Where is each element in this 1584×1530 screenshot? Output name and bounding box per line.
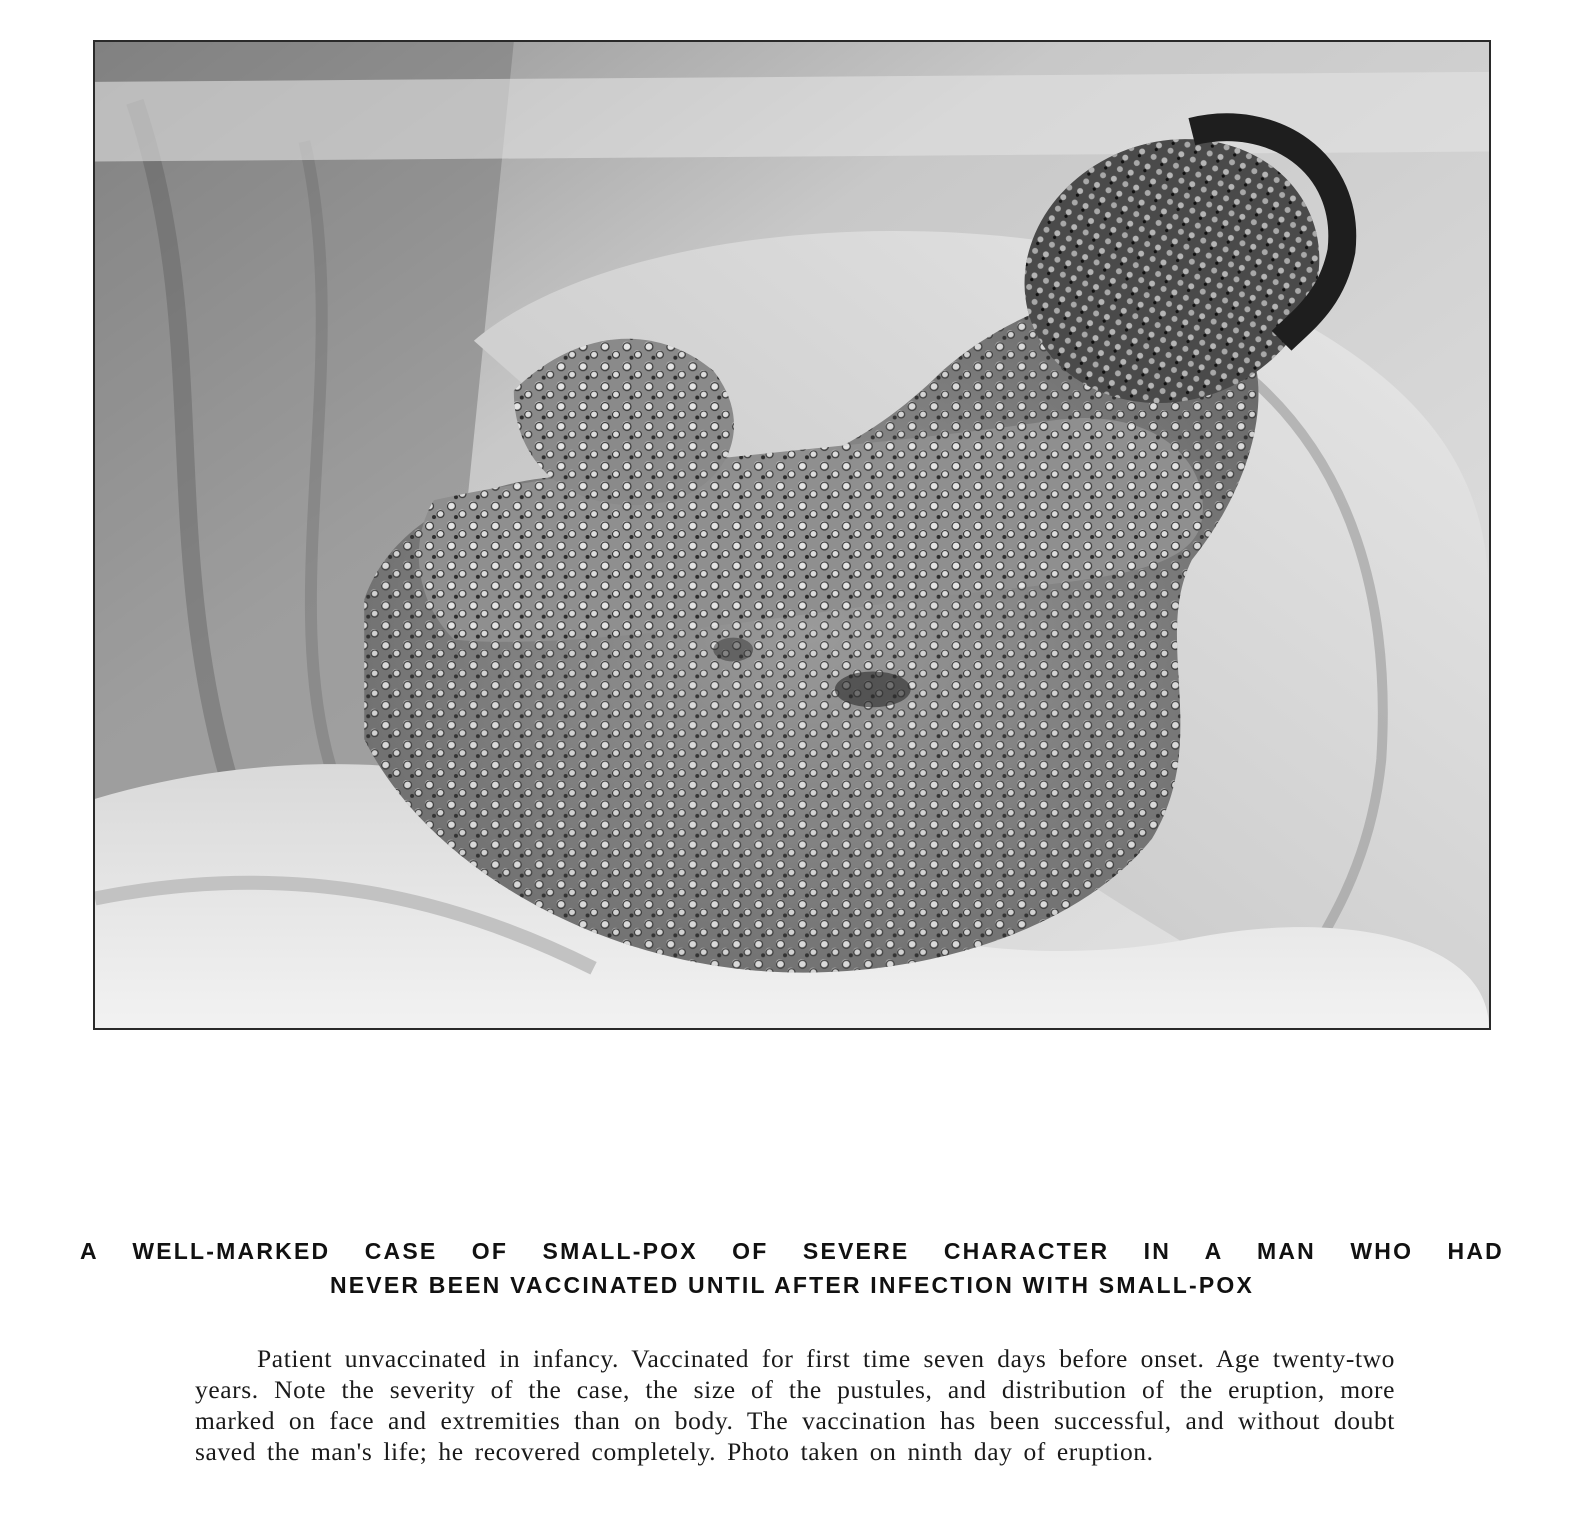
figure-title-line-1: A WELL-MARKED CASE OF SMALL-POX OF SEVERE CHARACTER IN A MAN WHO HAD — [80, 1238, 1504, 1264]
figure-caption-text: Patient unvaccinated in infancy. Vaccinated for first time seven days before onset. Age twenty-two years. Note the severity of the case, the size of the pustules, and distribution of the eruption, more marked on face and extremities than on body. The vaccination has been successful, and without doubt saved the man's life; he recovered completely. Photo taken on ninth day of eruption. — [195, 1344, 1395, 1466]
patient-photo-illustration — [95, 42, 1489, 1028]
figure-title — [80, 1234, 1504, 1302]
figure-photograph — [93, 40, 1491, 1030]
figure-title-line-2: NEVER BEEN VACCINATED UNTIL AFTER INFECTION WITH SMALL-POX — [329, 1272, 1255, 1298]
